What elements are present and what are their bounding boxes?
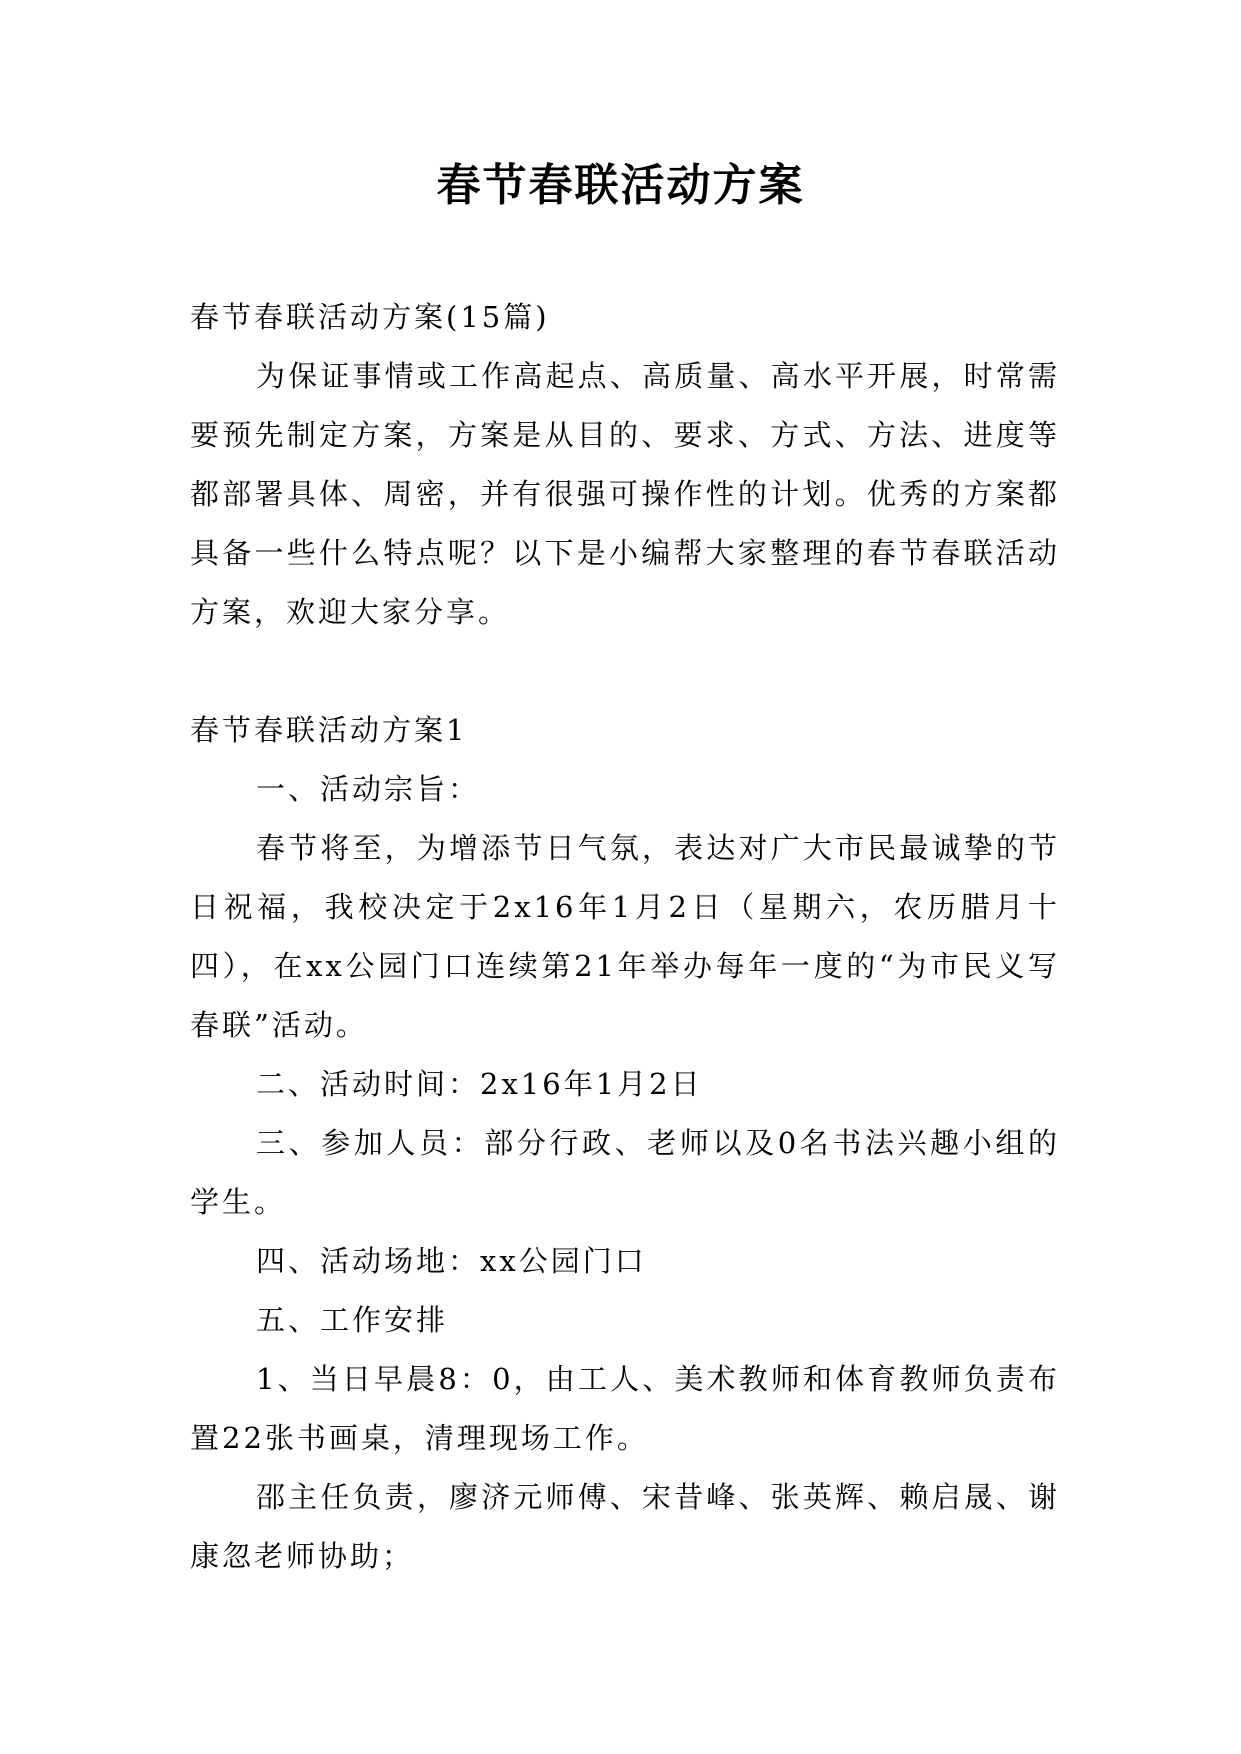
intro-paragraph: 为保证事情或工作高起点、高质量、高水平开展，时常需要预先制定方案，方案是从目的、要求、方式、方法、进度等都部署具体、周密，并有很强可操作性的计划。优秀的方案都具备一些什么特点呢？以下是小编帮大家整理的春节春联活动方案，欢迎大家分享。 (190, 359, 1060, 629)
section-heading: 春节春联活动方案1 (190, 713, 468, 747)
item-arrangement-heading: 五、工作安排 (256, 1303, 449, 1337)
arrangement-staff: 邵主任负责，廖济元师傅、宋昔峰、张英辉、赖启晟、谢康忽老师协助； (190, 1480, 1060, 1573)
document-body (190, 288, 1060, 1586)
item-participants: 三、参加人员：部分行政、老师以及0名书法兴趣小组的学生。 (190, 1126, 1060, 1219)
document-title: 春节春联活动方案 (436, 160, 805, 211)
purpose-paragraph: 春节将至，为增添节日气氛，表达对广大市民最诚挚的节日祝福，我校决定于2x16年1月2日（星期六，农历腊月十四），在xx公园门口连续第21年举办每年一度的“为市民义写春联”活动。 (190, 831, 1060, 1042)
arrangement-step-1: 1、当日早晨8：0，由工人、美术教师和体育教师负责布置22张书画桌，清理现场工作。 (190, 1362, 1060, 1455)
item-time: 二、活动时间：2x16年1月2日 (256, 1067, 703, 1101)
item-venue: 四、活动场地：xx公园门口 (256, 1244, 647, 1278)
item-purpose-heading: 一、活动宗旨： (256, 772, 481, 806)
collection-heading: 春节春联活动方案(15篇) (190, 300, 550, 334)
